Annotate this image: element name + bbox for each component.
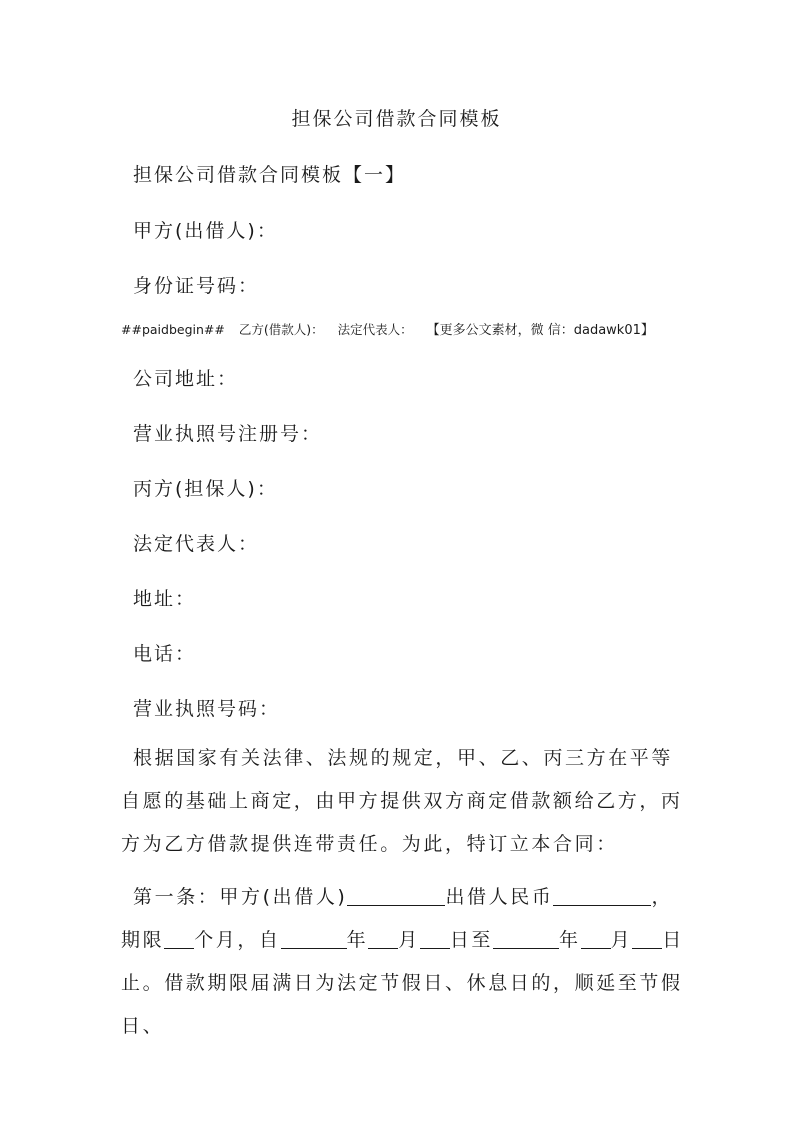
article1-text-2: 出借人民币 [445, 886, 554, 908]
blank-start-year [281, 930, 347, 949]
phone-label: 电话： [133, 643, 197, 665]
blank-start-day [420, 930, 450, 949]
article1-text-7: 日至 [449, 929, 494, 951]
intro-paragraph [121, 737, 686, 866]
id-number-label: 身份证号码： [133, 275, 260, 297]
paid-marker: ##paidbegin## [121, 322, 225, 337]
article-1 [121, 876, 686, 1048]
article1-text-4: 个月，自 [194, 929, 281, 951]
article1-text-8: 年 [559, 929, 581, 951]
legal-rep-c-label: 法定代表人： [133, 533, 260, 555]
address-label: 地址： [133, 588, 197, 610]
legal-rep-label: 法定代表人： [337, 322, 413, 337]
intro-text: 根据国家有关法律、法规的规定，甲、乙、丙三方在平等自愿的基础上商定，由甲方提供双方商定借款额给乙方，丙方为乙方借款提供连带责任。为此，特订立本合同： [121, 747, 683, 855]
article1-text-10: 日止。借款期限届满日为法定节假日、休息日的，顺延至节假日、 [121, 929, 684, 1037]
party-c-label: 丙方(担保人)： [133, 478, 278, 500]
section-heading: 担保公司借款合同模板【一】 [133, 164, 407, 186]
blank-party-a-name [347, 887, 445, 906]
promo-text: 【更多公文素材，微 信：dadawk01】 [426, 323, 654, 338]
blank-amount [553, 887, 651, 906]
blank-months [164, 930, 194, 949]
paid-line [121, 319, 664, 338]
article1-text-3: ，期限 [121, 886, 674, 951]
company-address-label: 公司地址： [133, 368, 239, 390]
document-title: 担保公司借款合同模板 [291, 108, 502, 130]
blank-start-month [368, 930, 398, 949]
article1-text-6: 月 [398, 929, 420, 951]
business-license-reg-label: 营业执照号注册号： [133, 423, 323, 445]
party-a-label: 甲方(出借人)： [133, 220, 278, 242]
article1-text-1: 第一条：甲方(出借人) [133, 886, 348, 908]
party-b-label: 乙方(借款人)： [238, 322, 324, 337]
article1-text-9: 月 [610, 929, 633, 951]
blank-end-year [493, 930, 559, 949]
article1-text-5: 年 [346, 929, 369, 951]
blank-end-month [581, 930, 611, 949]
blank-end-day [632, 930, 662, 949]
business-license-no-label: 营业执照号码： [133, 698, 281, 720]
